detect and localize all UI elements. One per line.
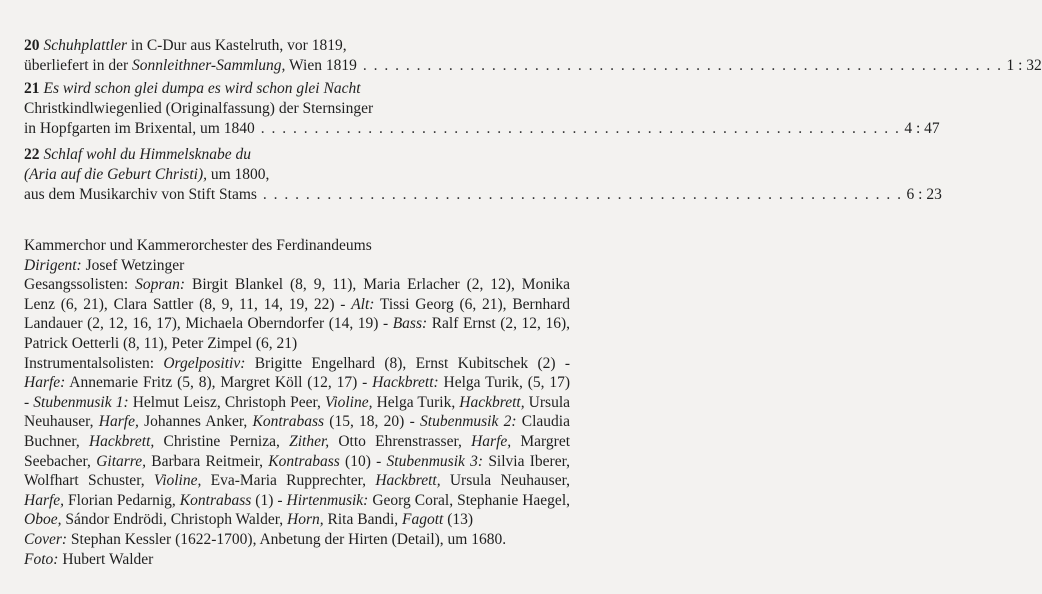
instrumental-soloists-line: Instrumentalsolisten: Orgelpositiv: Brigitte Engelhard (8), Ernst Kubitschek (2) - — [24, 354, 570, 372]
track-line — [24, 79, 570, 99]
track-source: in Hopfgarten im Brixental, um 1840 — [24, 120, 255, 137]
track-number: 22 — [24, 146, 40, 163]
conductor-line — [24, 256, 570, 276]
track-description: Christkindlwiegenlied (Originalfassung) der Sternsinger — [24, 100, 374, 117]
track-21 — [24, 79, 940, 139]
photo-label: Foto: — [24, 550, 59, 568]
track-collection: Sonnleithner-Sammlung, — [132, 57, 286, 74]
ensemble-line — [24, 236, 570, 256]
leader-dots: . . . . . . . . . . . . . . . . . . . . . . . . . . . . . . . . . . . . . . . . . . . . . . . . . . . . . . . . . . . . — [362, 57, 1003, 74]
track-line — [24, 145, 570, 165]
instrumental-soloists-line: Wolfhart Schuster, Violine, Eva-Maria Rupprechter, Hackbrett, Ursula Neuhauser, — [24, 472, 570, 490]
leader-dots: . . . . . . . . . . . . . . . . . . . . . . . . . . . . . . . . . . . . . . . . . . . . . . . . . . . . . . . . . . . . — [262, 186, 903, 203]
instrumental-soloists-line: Harfe: Annemarie Fritz (5, 8), Margret Köll (12, 17) - Hackbrett: Helga Turik, (5, 17) — [24, 374, 570, 392]
track-source: überliefert in der — [24, 57, 133, 74]
track-20 — [24, 36, 1042, 76]
vocal-soloists-line: Gesangssolisten: Sopran: Birgit Blankel (8, 9, 11), Maria Erlacher (2, 12), Monika — [24, 276, 571, 294]
photo-credit — [24, 550, 570, 570]
instrumental-soloists-line: Oboe, Sándor Endrödi, Christoph Walder, Horn, Rita Bandi, Fagott (13) — [24, 511, 474, 529]
vocal-soloists-line: Landauer (2, 12, 16, 17), Michaela Oberndorfer (14, 19) - Bass: Ralf Ernst (2, 12, 16), — [24, 315, 570, 333]
track-duration: 1 : 32 — [1006, 57, 1042, 74]
track-source: aus dem Musikarchiv von Stift Stams — [24, 186, 257, 203]
track-title: Schuhplattler — [43, 37, 128, 54]
track-year: um 1800, — [206, 166, 270, 183]
instrumental-soloists-line: Harfe, Florian Pedarnig, Kontrabass (1) - Hirtenmusik: Georg Coral, Stephanie Haegel, — [24, 491, 570, 509]
photo-text: Hubert Walder — [58, 550, 154, 568]
track-duration: 6 : 23 — [906, 186, 942, 203]
credits — [24, 236, 570, 569]
track-number: 21 — [24, 80, 40, 97]
track-title: Es wird schon glei dumpa es wird schon glei Nacht — [43, 80, 361, 97]
vocal-soloists-line: Patrick Oetterli (8, 11), Peter Zimpel (6, 21) — [24, 334, 298, 352]
conductor-label: Dirigent: — [24, 256, 82, 274]
track-source-year: Wien 1819 — [285, 57, 357, 74]
instrumental-soloists-line: Seebacher, Gitarre, Barbara Reitmeir, Kontrabass (10) - Stubenmusik 3: Silvia Iberer, — [24, 452, 570, 470]
track-line — [24, 99, 570, 119]
track-title: Schlaf wohl du Himmelsknabe du — [43, 146, 252, 163]
instrumental-soloists-line: - Stubenmusik 1: Helmut Leisz, Christoph Peer, Violine, Helga Turik, Hackbrett, Ursula — [24, 393, 570, 411]
cover-text: Stephan Kessler (1622-1700), Anbetung der Hirten (Detail), um 1680. — [67, 530, 507, 548]
ensemble-name: Kammerchor und Kammerorchester des Ferdinandeums — [24, 237, 372, 254]
instrumental-soloists-line: Neuhauser, Harfe, Johannes Anker, Kontrabass (15, 18, 20) - Stubenmusik 2: Claudia — [24, 413, 570, 431]
track-22 — [24, 145, 942, 205]
conductor-name: Josef Wetzinger — [81, 256, 185, 274]
track-line — [24, 185, 942, 205]
track-line — [24, 119, 940, 139]
instrumental-soloists-line: Buchner, Hackbrett, Christine Perniza, Zither, Otto Ehrenstrasser, Harfe, Margret — [24, 432, 571, 450]
cover-label: Cover: — [24, 530, 68, 548]
track-line — [24, 165, 570, 185]
leader-dots: . . . . . . . . . . . . . . . . . . . . . . . . . . . . . . . . . . . . . . . . . . . . . . . . . . . . . . . . . . . . — [260, 120, 901, 137]
track-description: in C-Dur aus Kastelruth, vor 1819, — [127, 37, 347, 54]
track-subtitle: (Aria auf die Geburt Christi), — [24, 166, 207, 183]
cover-credit — [24, 530, 570, 550]
track-line — [24, 56, 1042, 76]
track-duration: 4 : 47 — [904, 120, 940, 137]
vocal-soloists-line: Lenz (6, 21), Clara Sattler (8, 9, 11, 14, 19, 22) - Alt: Tissi Georg (6, 21), Bernhard — [24, 295, 570, 313]
track-line — [24, 36, 570, 56]
track-number: 20 — [24, 37, 40, 54]
